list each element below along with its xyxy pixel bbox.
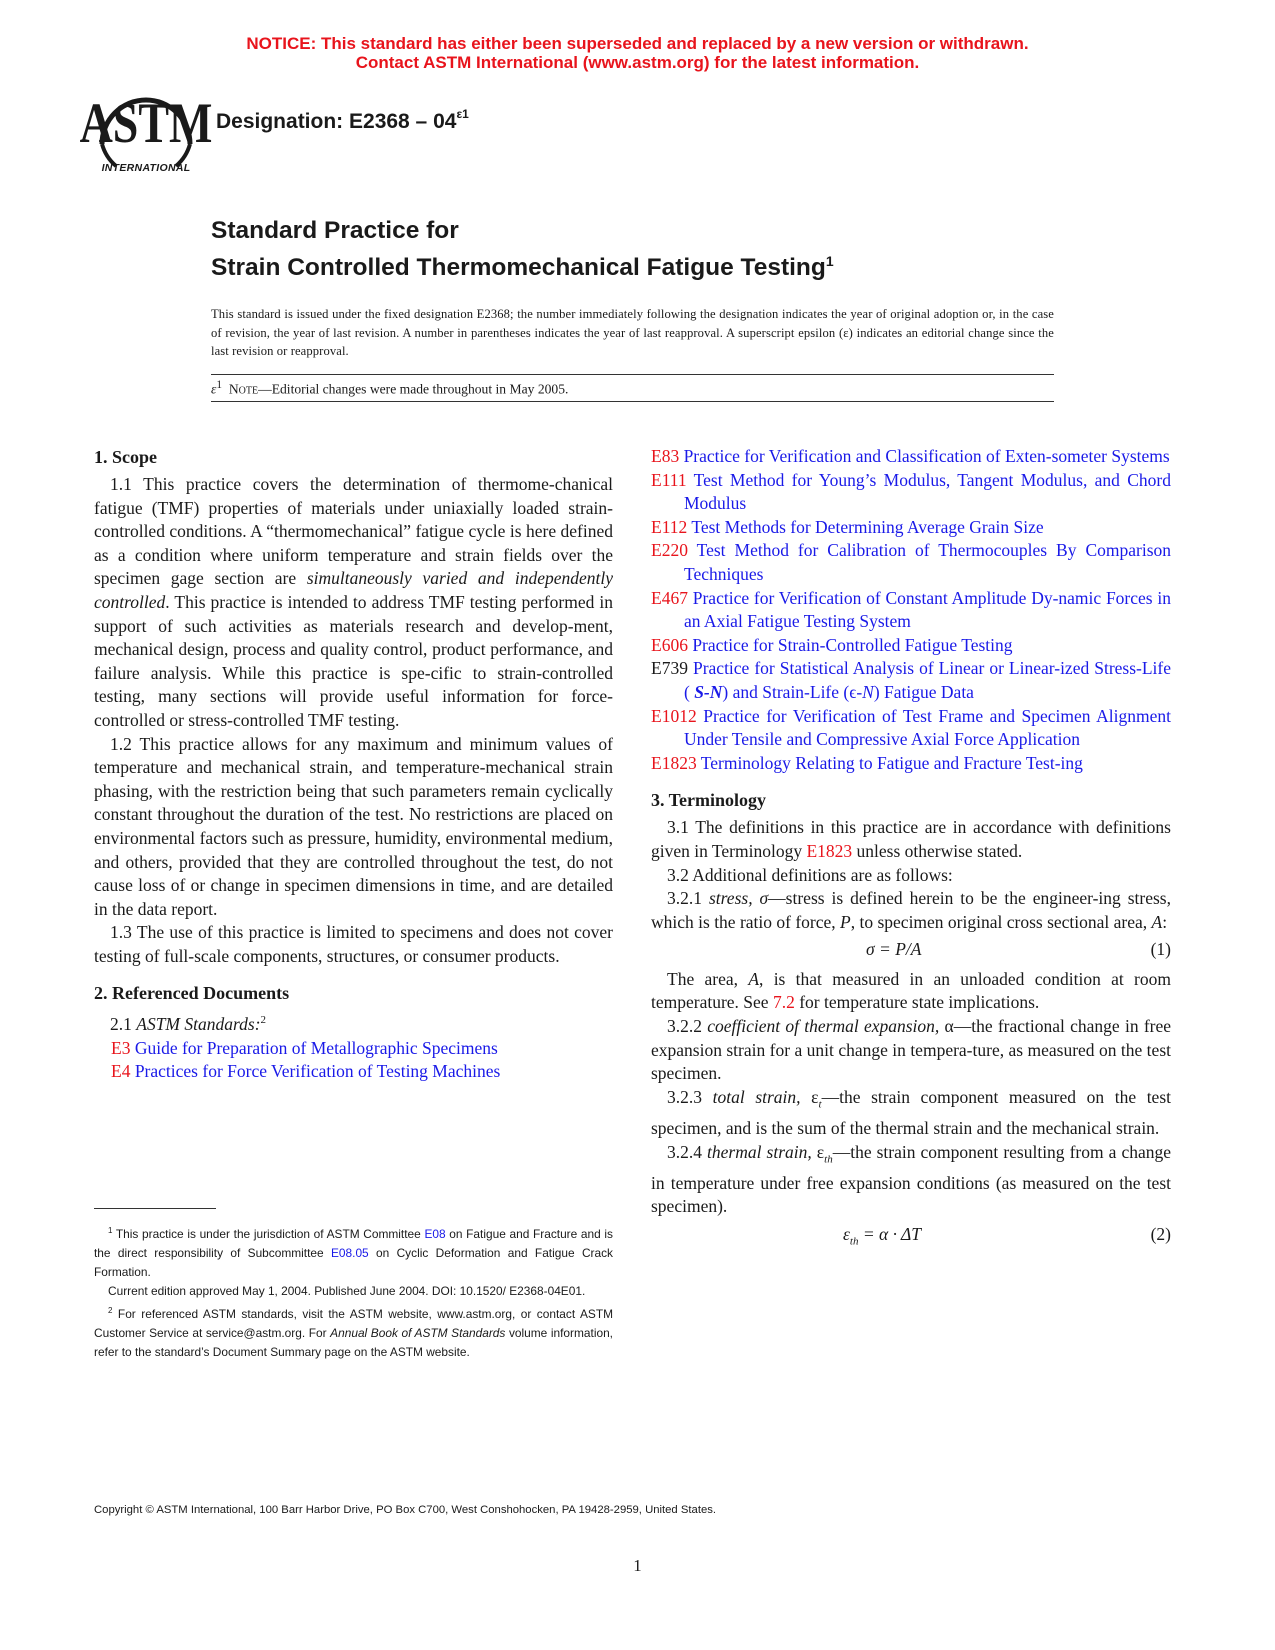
reference-item[interactable]: [651, 752, 1171, 776]
terminology-link[interactable]: E1823: [806, 840, 853, 861]
note-sup: 1: [216, 379, 223, 391]
reference-title: Practices for Force Verification of Testing Machines: [134, 1061, 501, 1082]
section-heading-terminology: 3. Terminology: [651, 790, 767, 811]
editorial-note: [211, 379, 568, 398]
title-line-1: Standard Practice for: [211, 217, 459, 244]
reference-title: Practice for Statistical Analysis of Linear or Linear-ized Stress-Life ( S-N) and Strain-Life (ϵ-N) Fatigue Data: [684, 658, 1172, 702]
epsilon-symbol: ε: [211, 381, 217, 397]
reference-code: E606: [651, 634, 688, 655]
subcommittee-link[interactable]: E08.05: [330, 1245, 369, 1260]
reference-title: Practice for Verification of Constant Amplitude Dy-namic Forces in an Axial Fatigue Testing System: [684, 587, 1172, 632]
paragraph-1-1: 1.1 This practice covers the determination of thermome-chanical fatigue (TMF) properties of materials under uniaxially loaded strain-controlled conditions. A “thermomechanical” fatigue cycle is here defined as a condition where uniform temperature and strain fields over the specimen gage section are simultaneously varied and independently controlled. This practice is intended to address TMF testing performed in support of such activities as materials research and develop-ment, mechanical design, process and quality control, product performance, and failure analysis. While this practice is spe-cific to strain-controlled testing, many sections will provide useful information for force-controlled or stress-controlled TMF testing.: [94, 474, 613, 730]
reference-item[interactable]: [651, 516, 1171, 540]
section-heading-referenced-documents: 2. Referenced Documents: [94, 983, 290, 1004]
svg-text:ASTM: ASTM: [79, 92, 213, 156]
note-label: Note: [228, 381, 259, 397]
designation: [216, 109, 469, 134]
reference-title: Practice for Verification and Classification of Exten-someter Systems: [683, 446, 1170, 466]
paragraph-1-3: 1.3 The use of this practice is limited to specimens and does not cover testing of full-scale components, structures, or consumer products.: [94, 922, 613, 966]
divider: [211, 374, 1054, 375]
reference-code: E739: [651, 658, 688, 679]
reference-item[interactable]: [94, 1060, 613, 1084]
reference-code: E467: [651, 587, 688, 608]
reference-item[interactable]: [651, 539, 1171, 586]
paragraph-3-2: 3.2 Additional definitions are as follows:: [667, 864, 953, 885]
page-number: 1: [633, 1556, 642, 1575]
left-column: [94, 445, 613, 1084]
reference-item[interactable]: [651, 634, 1171, 658]
logo-subtitle: INTERNATIONAL: [101, 162, 191, 174]
copyright-line: Copyright © ASTM International, 100 Barr Harbor Drive, PO Box C700, West Conshohocken, PA 19428-2959, United States.: [94, 1504, 717, 1516]
footnote-1-edition: Current edition approved May 1, 2004. Published June 2004. DOI: 10.1520/ E2368-04E01.: [108, 1283, 586, 1298]
section-link[interactable]: 7.2: [772, 992, 795, 1013]
reference-code: E111: [651, 469, 687, 490]
reference-code: E4: [111, 1061, 131, 1082]
reference-item[interactable]: [94, 1037, 613, 1061]
paragraph-1-2: 1.2 This practice allows for any maximum and minimum values of temperature and mechanical strain, and temperature-mechanical strain phasing, with the restriction being that such parameters remain cyclically constant throughout the duration of the test. No restrictions are placed on environmental factors such as pressure, humidity, environmental medium, and others, provided that they are controlled throughout the test, do not cause loss of or change in specimen dimensions in time, and are detailed in the data report.: [94, 733, 613, 919]
designation-label: Designation: E2368 – 04: [216, 110, 457, 133]
section-heading-scope: 1. Scope: [94, 447, 157, 467]
reference-item[interactable]: [651, 587, 1171, 634]
reference-item[interactable]: [651, 469, 1171, 516]
astm-logo-icon: [79, 86, 213, 178]
reference-title: Practice for Strain-Controlled Fatigue Testing: [692, 634, 1013, 655]
right-column: [651, 445, 1171, 1260]
equation-2: $\varepsilon_{th} = \alpha \cdot \Delta T$ (2): [843, 1223, 1171, 1248]
reference-title: Terminology Relating to Fatigue and Fracture Test-ing: [700, 752, 1083, 773]
reference-code: E1012: [651, 705, 697, 726]
notice-line-2: Contact ASTM International (www.astm.org) for the latest information.: [355, 53, 920, 72]
notice-line-1: NOTICE: This standard has either been superseded and replaced by a new version or withdrawn.: [246, 34, 1029, 53]
reference-code: E112: [651, 516, 688, 537]
footnote-divider: [94, 1208, 216, 1209]
title-line-2: Strain Controlled Thermomechanical Fatigue Testing: [211, 254, 826, 282]
paragraph-2-1: 2.1 ASTM Standards:$^2$: [110, 1014, 267, 1035]
reference-title: Test Method for Calibration of Thermocouples By Comparison Techniques: [684, 540, 1172, 584]
title-footnote-ref: 1: [825, 253, 834, 269]
reference-item[interactable]: [651, 657, 1171, 704]
reference-title: Guide for Preparation of Metallographic Specimens: [134, 1037, 498, 1058]
paragraph-3-2-3: 3.2.3 total strain, $\varepsilon_t—the$ strain component measured on the test specimen, and is the sum of the thermal strain and the mechanical strain.: [651, 1086, 1171, 1138]
paragraph-3-2-4: 3.2.4 thermal strain, $\varepsilon_{th}—the$ strain component resulting from a change in temperature under free expansion conditions (as measured on the test specimen).: [651, 1141, 1171, 1217]
footnote-1: $^1$ This practice is under the jurisdiction of ASTM Committee E08 on Fatigue and Fracture and is the direct responsibility of Subcommittee E08.05 on Cyclic Deformation and Fatigue Crack Formation.: [94, 1226, 613, 1279]
paragraph-area: The area, A, is that measured in an unloaded condition at room temperature. See 7.2 for temperature state implications.: [651, 968, 1171, 1013]
footnotes: [94, 1221, 613, 1362]
reference-title: Test Methods for Determining Average Grain Size: [691, 516, 1044, 537]
issuance-statement: This standard is issued under the fixed designation E2368; the number immediately following the designation indicates the year of original adoption or, in the case of revision, the year of last revision. A number in parentheses indicates the year of last reapproval. A superscript epsilon (ε) indicates an editorial change since the last revision or reapproval.: [211, 307, 1054, 358]
reference-title: Test Method for Young’s Modulus, Tangent Modulus, and Chord Modulus: [684, 469, 1171, 514]
reference-code: E83: [651, 446, 680, 466]
paragraph-3-1: 3.1 The definitions in this practice are in accordance with definitions given in Terminology E1823 unless otherwise stated.: [651, 817, 1171, 861]
equation-1: σ = P/A (1): [866, 939, 1171, 960]
committee-link[interactable]: E08: [424, 1226, 446, 1241]
supersede-notice: [0, 34, 1275, 72]
reference-code: E3: [111, 1037, 131, 1058]
reference-item[interactable]: [651, 445, 1171, 469]
note-text: —Editorial changes were made throughout in May 2005.: [258, 381, 569, 397]
reference-code: E220: [651, 540, 688, 561]
document-title: [211, 215, 834, 283]
reference-item[interactable]: [651, 705, 1171, 752]
reference-title: Practice for Verification of Test Frame and Specimen Alignment Under Tensile and Compressive Axial Force Application: [684, 705, 1171, 750]
reference-code: E1823: [651, 752, 697, 773]
designation-superscript: ε1: [456, 107, 469, 121]
paragraph-3-2-1: 3.2.1 stress, σ—stress is defined herein to be the engineer-ing stress, which is the ratio of force, P, to specimen original cross sectional area, A:: [651, 888, 1171, 932]
divider: [211, 401, 1054, 402]
paragraph-3-2-2: 3.2.2 coefficient of thermal expansion, α—the fractional change in free expansion strain for a unit change in tempera-ture, as measured on the test specimen.: [651, 1016, 1172, 1084]
footnote-2: $^2$ For referenced ASTM standards, visit the ASTM website, www.astm.org, or contact ASTM Customer Service at service@astm.org. For Annual Book of ASTM Standards volume information, refer to the standard’s Document Summary page on the ASTM website.: [94, 1305, 613, 1359]
